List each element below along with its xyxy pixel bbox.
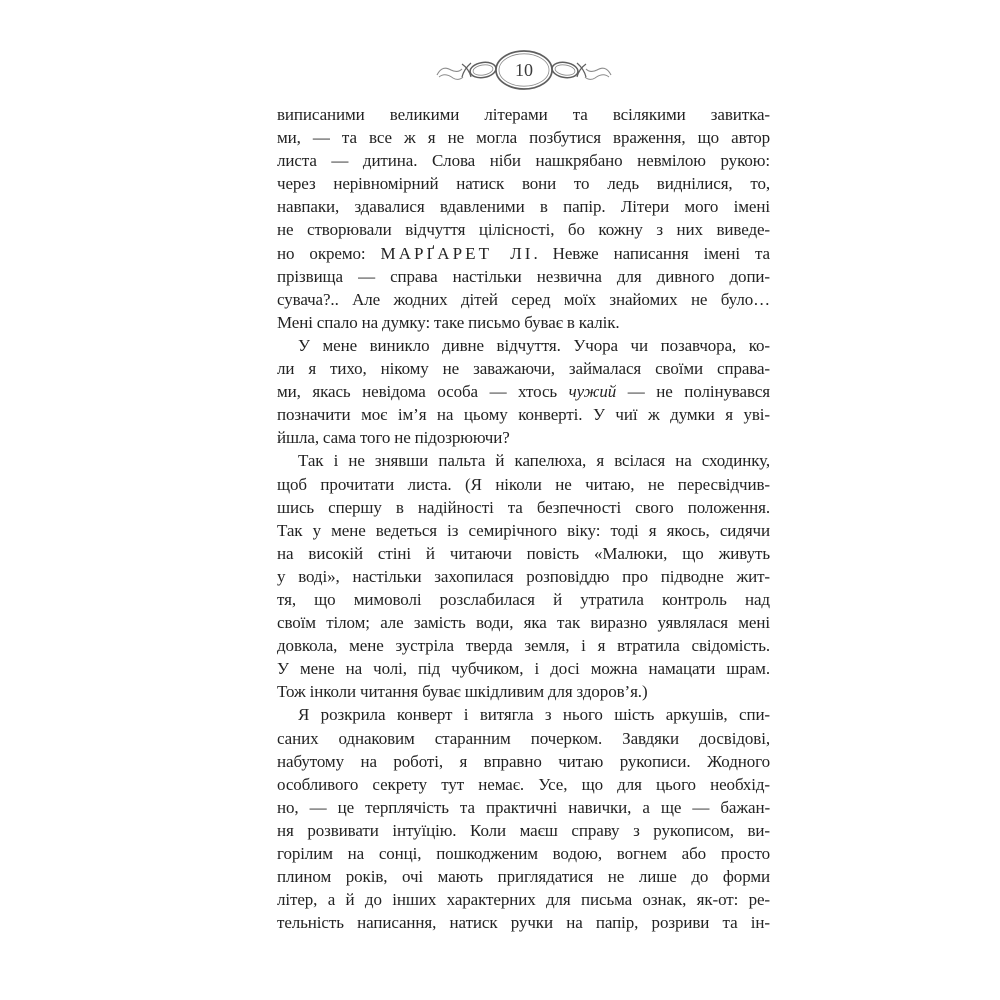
text-line xyxy=(277,888,770,911)
text-segment: ми, — та все ж я не могла позбутися враження, що автор xyxy=(277,128,770,148)
text-line xyxy=(277,865,770,888)
text-line xyxy=(277,519,770,542)
text-segment: тельність написання, натиск ручки на папір, розриви та ін- xyxy=(277,913,770,933)
text-line xyxy=(277,703,770,726)
text-line xyxy=(277,265,770,288)
text-segment: навпаки, здавалися вдавленими в папір. Літери мого імені xyxy=(277,197,770,217)
paragraph xyxy=(277,449,770,703)
text-line xyxy=(277,288,770,311)
text-segment: ли я тихо, нікому не заважаючи, займалася своїми справа- xyxy=(277,359,770,379)
text-line xyxy=(277,634,770,657)
text-segment: щоб прочитати листа. (Я ніколи не читаю, не пересвідчив- xyxy=(277,474,770,494)
text-segment: особливого секрету тут немає. Усе, що для цього необхід- xyxy=(277,774,770,794)
text-line xyxy=(277,542,770,565)
text-line xyxy=(277,103,770,126)
text-line xyxy=(277,657,770,680)
text-segment: Так у мене ведеться із семирічного віку: тоді я якось, сидячи xyxy=(277,520,770,540)
page-header xyxy=(277,46,770,94)
text-line xyxy=(277,426,770,449)
text-segment: тя, що мимоволі розслабилася й утратила контроль над xyxy=(277,589,770,609)
text-line xyxy=(277,334,770,357)
text-line xyxy=(277,819,770,842)
text-line xyxy=(277,842,770,865)
text-line xyxy=(277,126,770,149)
text-segment: У мене на чолі, під чубчиком, і досі можна намацати шрам. xyxy=(277,659,770,679)
text-segment: йшла, сама того не підозрюючи? xyxy=(277,428,510,448)
text-segment: через нерівномірний натиск вони то ледь виднілися, то, xyxy=(277,174,770,194)
text-segment: саних однаковим старанним почерком. Завдяки досвідові, xyxy=(277,728,770,748)
text-segment: на високій стіні й читаючи повість «Малюки, що живуть xyxy=(277,543,770,563)
text-line xyxy=(277,750,770,773)
text-segment: горілим на сонці, пошкодженим водою, вогнем або просто xyxy=(277,844,770,863)
text-segment: листа — дитина. Слова ніби нашкрябано невмілою рукою: xyxy=(277,151,770,171)
text-segment: . Невже написання імені та xyxy=(533,243,771,263)
text-line xyxy=(277,172,770,195)
text-segment: позначити моє ім’я на цьому конверті. У чиї ж думки я уві- xyxy=(277,405,770,425)
text-segment-italic: чужий xyxy=(568,382,617,402)
text-segment: Так і не знявши пальта й капелюха, я всілася на сходинку, xyxy=(298,451,770,471)
text-segment: Тож інколи читання буває шкідливим для здоров’я.) xyxy=(277,682,648,702)
text-segment: Я розкрила конверт і витягла з нього шість аркушів, спи- xyxy=(298,705,770,725)
text-segment: ми, якась невідома особа — хтось xyxy=(277,382,569,402)
text-line xyxy=(277,680,770,703)
text-line xyxy=(277,403,770,426)
text-block xyxy=(277,103,770,934)
text-segment: не створювали відчуття цілісності, бо кожну з них виведе- xyxy=(277,220,770,240)
text-line xyxy=(277,149,770,172)
paragraph xyxy=(277,703,770,934)
text-line xyxy=(277,911,770,934)
text-line xyxy=(277,727,770,750)
text-segment: прізвища — справа настільки незвична для дивного допи- xyxy=(277,266,770,286)
text-line xyxy=(277,380,770,403)
paragraph xyxy=(277,103,770,334)
text-segment: но окремо: xyxy=(277,243,381,263)
text-segment: шись спершу в надійності та безпечності свого положення. xyxy=(277,497,770,517)
text-line xyxy=(277,218,770,241)
text-segment: набутому на роботі, я вправно читаю рукописи. Жодного xyxy=(277,751,770,771)
text-line xyxy=(277,496,770,519)
text-segment-spaced: МАРҐАРЕТ ЛІ xyxy=(380,243,534,263)
text-line xyxy=(277,357,770,380)
text-segment: сувача?.. Але жодних дітей серед моїх знайомих не було… xyxy=(277,289,770,309)
text-line xyxy=(277,473,770,496)
text-line xyxy=(277,449,770,472)
text-segment: но, — це терплячість та практичні навички, а ще — бажан- xyxy=(277,797,770,817)
text-line xyxy=(277,242,770,265)
text-segment: Мені спало на думку: таке письмо буває в калік. xyxy=(277,312,620,332)
text-segment: — не полінувався xyxy=(616,382,770,402)
text-segment: виписаними великими літерами та всілякими завитка- xyxy=(277,105,770,124)
text-line xyxy=(277,588,770,611)
text-line xyxy=(277,773,770,796)
text-line xyxy=(277,796,770,819)
ornament-flourish-icon xyxy=(435,46,613,94)
text-segment: у воді», настільки захопилася розповіддю про підводне жит- xyxy=(277,566,770,586)
text-segment: плином років, очі мають приглядатися не лише до форми xyxy=(277,867,770,887)
page-number: 10 xyxy=(514,60,533,80)
text-segment: ня розвивати інтуїцію. Коли маєш справу з рукописом, ви- xyxy=(277,820,770,840)
text-segment: довкола, мене зустріла тверда земля, і я втратила свідомість. xyxy=(277,636,770,656)
text-line xyxy=(277,311,770,334)
paragraph xyxy=(277,334,770,449)
text-line xyxy=(277,611,770,634)
text-segment: своїм тілом; але замість води, яка так виразно уявлялася мені xyxy=(277,613,770,633)
text-segment: У мене виникло дивне відчуття. Учора чи позавчора, ко- xyxy=(298,335,770,355)
text-segment: літер, а й до інших характерних для письма ознак, як-от: ре- xyxy=(277,890,770,910)
text-line xyxy=(277,195,770,218)
text-line xyxy=(277,565,770,588)
